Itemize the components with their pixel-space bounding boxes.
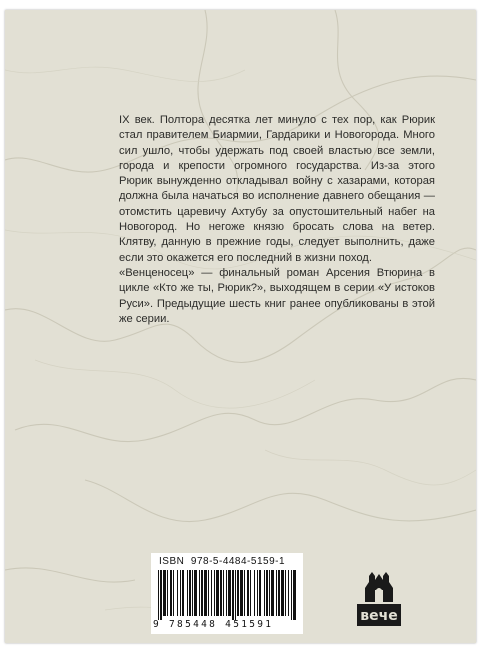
barcode-bar xyxy=(187,570,188,616)
isbn-number: 978-5-4484-5159-1 xyxy=(190,556,286,567)
barcode-bar xyxy=(163,570,166,616)
barcode-bar xyxy=(220,570,222,616)
barcode-bar xyxy=(232,570,234,620)
barcode-bar xyxy=(192,570,193,616)
barcode-bar xyxy=(228,570,231,616)
kremlin-tower-icon xyxy=(365,572,393,602)
barcode-bar xyxy=(170,570,172,616)
barcode-bar xyxy=(281,570,284,616)
isbn-line xyxy=(159,556,285,567)
book-annotation xyxy=(119,113,435,327)
barcode-bar xyxy=(208,570,209,616)
barcode-bar xyxy=(276,570,277,616)
barcode-bar xyxy=(250,570,251,616)
barcode-bar xyxy=(244,570,245,616)
isbn-label: ISBN xyxy=(159,556,185,567)
barcode-bar xyxy=(257,570,258,616)
barcode-bar xyxy=(288,570,289,616)
barcode-bar xyxy=(223,570,224,616)
barcode-bar xyxy=(160,570,162,620)
barcode-bar xyxy=(285,570,286,616)
barcode-bar xyxy=(254,570,255,616)
barcode-digits: 9 785448 451591 xyxy=(153,619,274,630)
barcode-bar xyxy=(194,570,197,616)
barcode-bar xyxy=(259,570,261,616)
barcode-bar xyxy=(158,570,159,620)
annotation-paragraph: «Венценосец» — финальный роман Арсения Втюрина в цикле «Кто же ты, Рюрик?», выходящем в серии «У истоков Руси». Предыдущие шесть книг ранее опубликованы в этой же серии. xyxy=(119,266,435,325)
barcode-bar xyxy=(247,570,249,616)
barcode-bar xyxy=(237,570,239,616)
barcode-bar xyxy=(201,570,203,616)
barcode-bar xyxy=(235,570,236,620)
barcode-bar xyxy=(293,570,296,620)
barcode-bar xyxy=(189,570,191,616)
barcode-bar xyxy=(177,570,178,616)
barcode-bar xyxy=(240,570,243,616)
isbn-barcode-block xyxy=(151,553,303,634)
barcode-bar xyxy=(278,570,280,616)
barcode-bar xyxy=(216,570,219,616)
barcode xyxy=(156,570,298,620)
barcode-bar xyxy=(291,570,292,620)
barcode-bar xyxy=(269,570,270,616)
barcode-bar xyxy=(199,570,200,616)
barcode-bar xyxy=(264,570,265,616)
barcode-bar xyxy=(204,570,207,616)
barcode-bar xyxy=(214,570,215,616)
barcode-bar xyxy=(266,570,268,616)
barcode-bar xyxy=(271,570,274,616)
publisher-logo xyxy=(355,568,403,630)
back-cover xyxy=(5,10,476,643)
barcode-bar xyxy=(182,570,184,616)
barcode-bar xyxy=(226,570,227,616)
annotation-paragraph: IX век. Полтора десятка лет минуло с тех пор, как Рюрик стал правителем Биармии, Гардарики и Новогорода. Много сил ушло, чтобы удержать под своей властью все земли, города и крепости огромного государства. Из-за этого Рюрик вынужденно откладывал войну с хазарами, которая должна была начаться во исполнение давнего обещания — отомстить царевичу Ахтубу за опустошительный набег на Новогород. Но негоже князю бросать слова на ветер. Клятву, данную в прежние годы, следует выполнить, даже если это окажется его последний в жизни поход. xyxy=(119,114,435,264)
publisher-logo-text: вече xyxy=(360,608,398,624)
barcode-bar xyxy=(211,570,212,616)
barcode-bar xyxy=(167,570,168,616)
barcode-bar xyxy=(173,570,174,616)
barcode-bar xyxy=(180,570,181,616)
